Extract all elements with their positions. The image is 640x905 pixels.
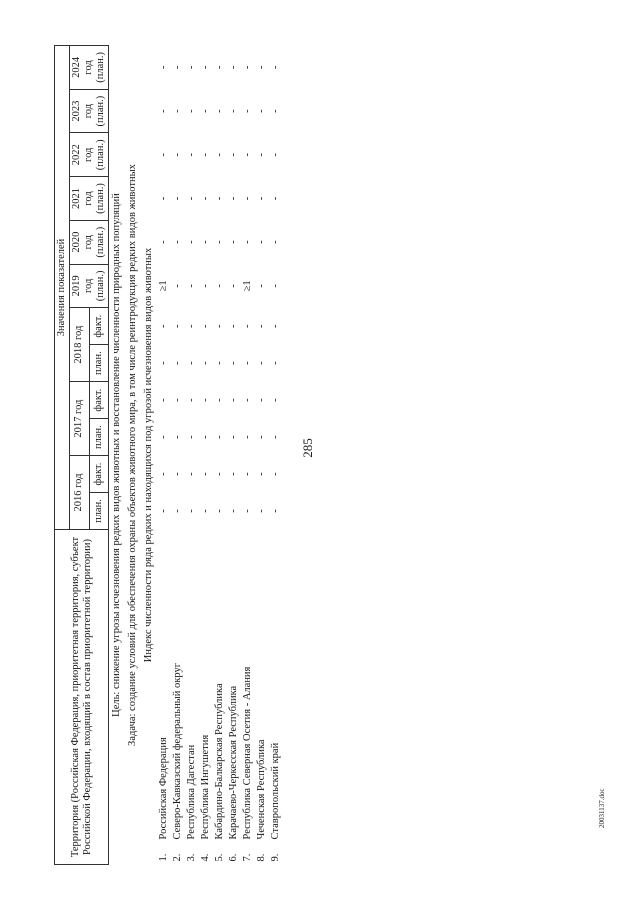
table-row <box>171 46 185 865</box>
value-cell: - <box>270 435 281 439</box>
value-cell: - <box>228 153 239 157</box>
table-row <box>227 46 241 865</box>
header-values: Значения показателей <box>55 46 70 530</box>
value-cell: - <box>186 153 197 157</box>
header-fact: факт. <box>89 308 109 345</box>
value-cell: - <box>256 435 267 439</box>
value-cell: - <box>200 196 211 201</box>
value-cell: - <box>242 398 253 402</box>
territory-name: Кабардино-Балкарская Республика <box>214 683 225 840</box>
value-cell: - <box>270 240 281 244</box>
territory-name: Чеченская Республика <box>256 739 267 840</box>
value-cell: - <box>270 109 281 113</box>
rotated-table-container <box>54 35 406 865</box>
territory-cell <box>199 530 213 865</box>
row-number: 5. <box>214 853 225 862</box>
value-cell: - <box>242 196 253 201</box>
value-cell: - <box>200 398 211 402</box>
table-row <box>269 46 283 865</box>
value-cell: - <box>186 196 197 201</box>
value-cell: - <box>200 284 211 288</box>
value-cell: - <box>270 361 281 365</box>
value-cell: - <box>200 65 211 70</box>
territory-name: Ставропольский край <box>270 742 281 840</box>
value-cell: - <box>214 109 225 113</box>
table-row <box>199 46 213 865</box>
value-cell: - <box>256 284 267 288</box>
value-cell: - <box>242 109 253 113</box>
table-row <box>157 46 171 865</box>
goal-text: Цель: снижение угрозы исчезновения редких видов животных и восстановление численности природных популяций <box>111 193 122 717</box>
value-cell: - <box>200 472 211 476</box>
value-cell: - <box>242 65 253 70</box>
header-year-2023: 2023 год (план.) <box>70 89 109 133</box>
document-id: 20031137.doc <box>598 788 606 828</box>
value-cell: - <box>256 65 267 70</box>
page-number: 285 <box>299 438 315 458</box>
value-cell: - <box>242 240 253 244</box>
value-cell: - <box>186 324 197 328</box>
value-cell: - <box>256 324 267 328</box>
header-fact: факт. <box>89 456 109 493</box>
task-text: Задача: создание условий для обеспечения охраны объектов животного мира, в том числе реинтродукция редких видов животных <box>127 164 138 746</box>
row-number: 3. <box>186 853 197 862</box>
value-cell: - <box>186 509 197 513</box>
territory-cell <box>255 530 269 865</box>
value-cell: - <box>242 324 253 328</box>
value-cell: - <box>214 472 225 476</box>
value-cell: - <box>158 196 169 201</box>
value-cell: - <box>228 240 239 244</box>
value-cell: - <box>242 435 253 439</box>
value-cell: - <box>256 153 267 157</box>
value-cell: - <box>200 361 211 365</box>
value-cell: - <box>256 361 267 365</box>
value-cell: - <box>172 109 183 113</box>
territory-cell <box>185 530 199 865</box>
value-cell: - <box>228 196 239 201</box>
value-cell: - <box>172 284 183 288</box>
value-cell: - <box>172 361 183 365</box>
value-cell: - <box>256 109 267 113</box>
row-number: 8. <box>256 853 267 862</box>
value-cell: - <box>186 398 197 402</box>
value-cell: - <box>270 153 281 157</box>
value-cell: - <box>214 435 225 439</box>
value-cell: - <box>172 435 183 439</box>
value-cell: - <box>270 284 281 288</box>
header-year-2020: 2020 год (план.) <box>70 220 109 264</box>
value-cell: - <box>214 509 225 513</box>
territory-name: Республика Дагестан <box>186 744 197 840</box>
header-year-2018: 2018 год <box>70 308 90 382</box>
value-cell: - <box>214 398 225 402</box>
value-cell: - <box>228 65 239 70</box>
value-cell: - <box>158 240 169 244</box>
value-cell: - <box>228 324 239 328</box>
value-cell: - <box>158 153 169 157</box>
value-cell: - <box>228 472 239 476</box>
value-cell: - <box>158 472 169 476</box>
territory-cell <box>269 530 283 865</box>
value-cell: - <box>228 109 239 113</box>
value-cell: - <box>158 65 169 70</box>
value-cell: - <box>228 361 239 365</box>
header-fact: факт. <box>89 382 109 419</box>
value-cell: - <box>186 65 197 70</box>
value-cell: - <box>172 240 183 244</box>
value-cell: - <box>228 509 239 513</box>
value-cell: - <box>214 196 225 201</box>
value-cell: - <box>186 361 197 365</box>
territory-name: Карачаево-Черкесская Республика <box>228 685 239 840</box>
value-cell: - <box>256 240 267 244</box>
value-cell: - <box>270 398 281 402</box>
value-cell: - <box>256 509 267 513</box>
value-cell: - <box>172 398 183 402</box>
header-year-2016: 2016 год <box>70 456 90 530</box>
value-cell: - <box>270 509 281 513</box>
value-cell: - <box>256 398 267 402</box>
table-row <box>241 46 255 865</box>
table-row <box>213 46 227 865</box>
value-cell: - <box>228 398 239 402</box>
value-cell: - <box>172 196 183 201</box>
row-number: 4. <box>200 853 211 862</box>
header-year-2019: 2019 год (план.) <box>70 264 109 308</box>
value-cell: - <box>214 284 225 288</box>
territory-cell <box>157 530 171 865</box>
value-cell: - <box>158 509 169 513</box>
table-row <box>255 46 269 865</box>
value-cell: - <box>200 509 211 513</box>
value-cell: - <box>200 109 211 113</box>
value-cell: - <box>200 324 211 328</box>
territory-cell <box>241 530 255 865</box>
territory-cell <box>171 530 185 865</box>
header-year-2022: 2022 год (план.) <box>70 133 109 177</box>
value-cell: - <box>214 240 225 244</box>
territory-cell <box>213 530 227 865</box>
territory-name: Российская Федерация <box>158 737 169 840</box>
row-number: 6. <box>228 853 239 862</box>
row-number: 1. <box>158 853 169 862</box>
value-cell: - <box>186 472 197 476</box>
value-cell: - <box>200 435 211 439</box>
header-plan: план. <box>89 345 109 382</box>
header-year-2017: 2017 год <box>70 382 90 456</box>
header-year-2021: 2021 год (план.) <box>70 177 109 221</box>
value-cell: - <box>242 153 253 157</box>
territory-name: Республика Ингушетия <box>200 734 211 840</box>
value-cell: - <box>214 65 225 70</box>
value-cell: ≥1 <box>158 280 169 292</box>
value-cell: - <box>228 284 239 288</box>
indicators-table <box>54 45 283 865</box>
value-cell: - <box>172 472 183 476</box>
territory-name: Северо-Кавказский федеральный округ <box>172 662 183 840</box>
header-plan: план. <box>89 419 109 456</box>
row-number: 2. <box>172 853 183 862</box>
value-cell: - <box>270 196 281 201</box>
value-cell: - <box>158 109 169 113</box>
value-cell: - <box>172 65 183 70</box>
row-number: 9. <box>270 853 281 862</box>
value-cell: - <box>186 435 197 439</box>
header-year-2024: 2024 год (план.) <box>70 46 109 90</box>
value-cell: - <box>270 472 281 476</box>
value-cell: - <box>172 153 183 157</box>
value-cell: - <box>200 240 211 244</box>
territory-name: Республика Северная Осетия - Алания <box>242 666 253 840</box>
value-cell: ≥1 <box>242 280 253 292</box>
table-row <box>185 46 199 865</box>
row-number: 7. <box>242 853 253 862</box>
value-cell: - <box>228 435 239 439</box>
header-territory: Территория (Российская Федерация, приоритетная территория, субъект Российской Федерации, входящий в состав приоритетной территории) <box>55 530 109 865</box>
value-cell: - <box>214 361 225 365</box>
value-cell: - <box>158 361 169 365</box>
value-cell: - <box>242 509 253 513</box>
territory-cell <box>227 530 241 865</box>
value-cell: - <box>270 65 281 70</box>
value-cell: - <box>214 324 225 328</box>
value-cell: - <box>270 324 281 328</box>
value-cell: - <box>158 324 169 328</box>
value-cell: - <box>172 509 183 513</box>
value-cell: - <box>158 398 169 402</box>
value-cell: - <box>242 361 253 365</box>
value-cell: - <box>256 472 267 476</box>
value-cell: - <box>186 109 197 113</box>
value-cell: - <box>172 324 183 328</box>
value-cell: - <box>214 153 225 157</box>
value-cell: - <box>200 153 211 157</box>
value-cell: - <box>186 284 197 288</box>
value-cell: - <box>256 196 267 201</box>
value-cell: - <box>186 240 197 244</box>
header-plan: план. <box>89 493 109 530</box>
indicator-text: Индекс численности ряда редких и находящихся под угрозой исчезновения видов животных <box>143 247 154 663</box>
value-cell: - <box>158 435 169 439</box>
value-cell: - <box>242 472 253 476</box>
